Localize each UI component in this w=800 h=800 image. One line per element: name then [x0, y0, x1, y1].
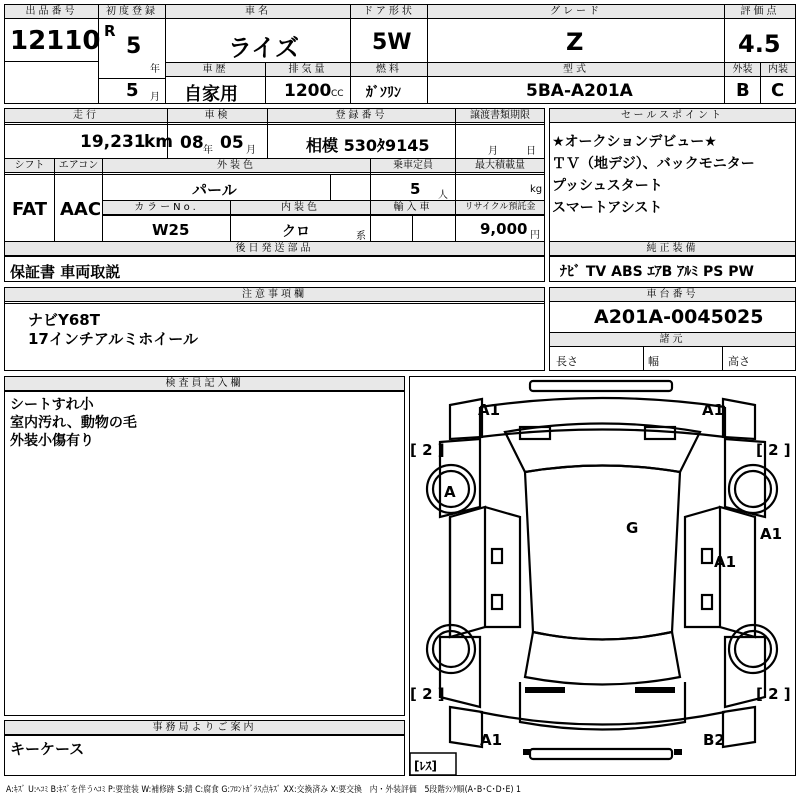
diagram-rest: [ﾚｽ] [414, 759, 437, 773]
score-label: 評価点 [725, 5, 795, 19]
shift-label: シフト [5, 159, 54, 173]
insp-year: 08 [180, 133, 204, 153]
ac: AAC [60, 199, 102, 220]
max-load-unit: kg [530, 184, 543, 195]
genuine-label: 純正装備 [550, 242, 795, 256]
diagram-right-edge: A1 [760, 525, 783, 543]
recycle-unit: 円 [530, 230, 540, 241]
first-reg-year: 5 [126, 34, 142, 59]
diagram-roof: G [626, 519, 639, 537]
int-color-label: 内装色 [231, 201, 370, 215]
import-label: 輸入車 [371, 201, 455, 215]
diagram-left-wheel: A [444, 483, 456, 501]
transfer-label: 譲渡書類期限 [456, 109, 544, 123]
sales-point-4: スマートアシスト [552, 200, 663, 216]
door-label: ドア形状 [351, 5, 427, 19]
sales-points-label: セールスポイント [550, 109, 795, 123]
displacement-unit: CC [331, 89, 344, 99]
history: 自家用 [184, 84, 238, 105]
insp-month-unit: 月 [246, 145, 256, 156]
note-2: 17インチアルミホイール [28, 330, 198, 348]
inspector-line-1: シートすれ小 [10, 397, 94, 413]
inspector-line-2: 室内汚れ、動物の毛 [10, 415, 137, 431]
month-unit: 月 [150, 92, 160, 103]
exterior-score: B [736, 80, 750, 101]
insp-month: 05 [220, 133, 244, 153]
model-label: 型式 [428, 63, 724, 77]
lot-no: 12110 [10, 26, 101, 56]
office-label: 事務局よりご案内 [5, 721, 404, 735]
legend: A:ｷｽﾞ U:ﾍｺﾐ B:ｷｽﾞを伴うﾍｺﾐ P:要塗装 W:補修跡 S:錆 C:腐食 G:ﾌﾛﾝﾄｶﾞﾗｽ点ｷｽﾞ XX:交換済み X:要交換 内・外装評価 5段階ﾗﾝｸ順(A･B･C･D･E) 1 [6, 785, 521, 795]
diagram-left-bottom-bracket: [ 2 ] [410, 685, 445, 703]
diagram-right-door: A1 [714, 553, 737, 571]
first-reg-month: 5 [126, 80, 139, 101]
int-color: クロ [282, 224, 310, 240]
ac-label: エアコン [55, 159, 102, 173]
diagram-tr: A1 [702, 401, 725, 419]
color-no: W25 [152, 221, 190, 239]
history-label: 車歴 [166, 63, 265, 77]
diagram-right-bottom-bracket: [ 2 ] [756, 685, 791, 703]
model: 5BA-A201A [526, 81, 633, 101]
ext-color: パール [192, 181, 237, 199]
car-diagram [410, 377, 795, 775]
exterior-label: 外装 [725, 63, 760, 77]
car-name-label: 車名 [166, 5, 350, 19]
mileage-label: 走行 [5, 109, 167, 123]
sales-point-2: ＴＶ（地デジ）、バックモニター [552, 156, 755, 172]
later-parts: 保証書 車両取説 [10, 263, 121, 281]
recycle-label: リサイクル預託金 [456, 201, 544, 215]
diagram-right-top-bracket: [ 2 ] [756, 441, 791, 459]
capacity: 5 [410, 180, 421, 198]
transfer-day: 日 [526, 146, 536, 157]
interior-label: 内装 [761, 63, 795, 77]
inspection-label: 車検 [168, 109, 267, 123]
spec-height: 高さ [728, 355, 750, 368]
chassis-number: A201A-0045025 [594, 306, 764, 328]
first-reg-label: 初度登録 [99, 5, 165, 19]
note-1: ナビY68T [28, 311, 100, 329]
diagram-tl: A1 [478, 401, 501, 419]
color-no-label: カラーNo. [103, 201, 230, 215]
fuel-label: 燃料 [351, 63, 427, 77]
diagram-left-top-bracket: [ 2 ] [410, 441, 445, 459]
inspector-label: 検査員記入欄 [5, 377, 404, 391]
car-name: ライズ [228, 34, 300, 62]
insp-year-unit: 年 [203, 145, 213, 156]
displacement-label: 排気量 [266, 63, 350, 77]
score: 4.5 [738, 30, 781, 58]
ext-color-label: 外装色 [103, 159, 370, 173]
specs-label: 諸元 [550, 333, 795, 347]
chassis-label: 車台番号 [550, 288, 795, 302]
capacity-unit: 人 [438, 190, 448, 201]
sales-point-3: プッシュスタート [552, 178, 663, 194]
lot-no-label: 出品番号 [5, 5, 98, 19]
max-load-label: 最大積載量 [456, 159, 544, 173]
notes-label: 注意事項欄 [5, 288, 544, 302]
office-note: キーケース [10, 740, 85, 758]
genuine-equipment: ﾅﾋﾞ TV ABS ｴｱB ｱﾙﾐ PS PW [560, 264, 754, 280]
spec-length: 長さ [556, 355, 578, 368]
capacity-label: 乗車定員 [371, 159, 455, 173]
mileage: 19,231 [80, 132, 146, 152]
grade: Z [566, 28, 584, 56]
sales-point-1: ★オークションデビュー★ [552, 134, 717, 150]
diagram-br: B2 [703, 731, 725, 749]
interior-score: C [771, 80, 785, 101]
inspector-line-3: 外装小傷有り [10, 433, 94, 449]
displacement: 1200 [284, 81, 332, 101]
transfer-month: 月 [488, 146, 498, 157]
mileage-unit: km [144, 132, 174, 152]
recycle: 9,000 [480, 220, 528, 238]
grade-label: グレード [428, 5, 724, 19]
diagram-bl: A1 [480, 731, 503, 749]
shift: FAT [12, 199, 48, 220]
era: R [104, 22, 116, 40]
year-unit: 年 [150, 64, 160, 75]
reg-no: 相模 530ﾀ9145 [306, 136, 430, 155]
fuel: ｶﾞｿﾘﾝ [366, 85, 401, 101]
reg-no-label: 登録番号 [268, 109, 455, 123]
later-parts-label: 後日発送部品 [5, 242, 544, 256]
door-type: 5W [372, 30, 412, 55]
int-color-unit: 系 [356, 231, 366, 242]
spec-width: 幅 [648, 355, 659, 368]
